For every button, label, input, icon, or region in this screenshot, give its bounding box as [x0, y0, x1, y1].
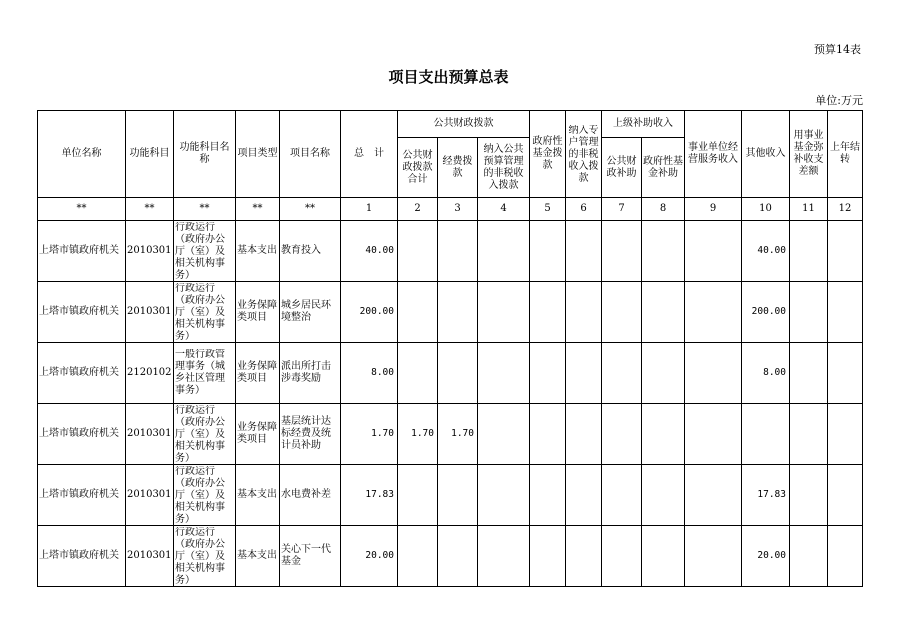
cell-superior-public: [602, 404, 642, 465]
cell-other: 40.00: [742, 221, 790, 282]
cell-func-code: 2120102: [126, 343, 174, 404]
col-fee: 经费拨款: [438, 138, 478, 198]
cell-public-total: [398, 465, 438, 526]
index-cell: **: [38, 198, 126, 221]
cell-public-total: [398, 221, 438, 282]
index-cell: 5: [530, 198, 566, 221]
cell-func-name: [174, 221, 236, 282]
cell-unit-name: 上塔市镇政府机关: [38, 465, 126, 526]
cell-func-code: 2010301: [126, 526, 174, 587]
cell-total: 20.00: [341, 526, 398, 587]
cell-func-name: [174, 404, 236, 465]
cell-func-name-text: 行政运行（政府办公厅（室）及相关机构事务）: [175, 222, 225, 280]
cell-func-name-text: 行政运行（政府办公厅（室）及相关机构事务）: [175, 466, 225, 524]
cell-func-code: 2010301: [126, 282, 174, 343]
cell-project-type: 基本支出: [236, 221, 280, 282]
table-row: [38, 404, 863, 465]
cell-business: [685, 343, 742, 404]
index-cell: **: [280, 198, 341, 221]
table-row: [38, 465, 863, 526]
cell-unit-name: 上塔市镇政府机关: [38, 526, 126, 587]
cell-other: [742, 404, 790, 465]
cell-gov-fund: [530, 526, 566, 587]
cell-func-name: [174, 282, 236, 343]
cell-balance: [790, 404, 828, 465]
cell-special-non-tax: [566, 221, 602, 282]
cell-other: 200.00: [742, 282, 790, 343]
col-func-name: 功能科目名称: [174, 111, 236, 198]
col-func-code: 功能科目: [126, 111, 174, 198]
col-superior-group: 上级补助收入: [602, 111, 685, 138]
cell-project-name: 基层统计达标经费及统计员补助: [280, 404, 341, 465]
cell-project-name: 关心下一代基金: [280, 526, 341, 587]
cell-other: 17.83: [742, 465, 790, 526]
col-project-type: 项目类型: [236, 111, 280, 198]
cell-total: 17.83: [341, 465, 398, 526]
col-superior-fund: 政府性基金补助: [642, 138, 685, 198]
cell-public-total: 1.70: [398, 404, 438, 465]
index-cell: 2: [398, 198, 438, 221]
col-total: 总 计: [341, 111, 398, 198]
index-row: [38, 198, 863, 221]
unit-label: 单位:万元: [815, 94, 863, 107]
cell-carryover: [828, 526, 863, 587]
cell-total: 1.70: [341, 404, 398, 465]
cell-project-name: 水电费补差: [280, 465, 341, 526]
index-cell: 10: [742, 198, 790, 221]
cell-func-code: 2010301: [126, 465, 174, 526]
index-cell: 11: [790, 198, 828, 221]
cell-unit-name: 上塔市镇政府机关: [38, 221, 126, 282]
cell-public-total: [398, 282, 438, 343]
cell-public-total: [398, 343, 438, 404]
cell-balance: [790, 343, 828, 404]
col-non-tax: 纳入公共预算管理的非税收入拨款: [478, 138, 530, 198]
cell-superior-fund: [642, 221, 685, 282]
cell-project-type: 基本支出: [236, 465, 280, 526]
cell-non-tax: [478, 343, 530, 404]
cell-project-type: 业务保障类项目: [236, 343, 280, 404]
cell-public-total: [398, 526, 438, 587]
cell-fee: [438, 343, 478, 404]
cell-superior-public: [602, 221, 642, 282]
col-special-non-tax-text: 纳入专户管理的非税收入拨款: [568, 125, 599, 183]
cell-unit-name: 上塔市镇政府机关: [38, 282, 126, 343]
cell-func-name-text: 行政运行（政府办公厅（室）及相关机构事务）: [175, 405, 225, 463]
cell-business: [685, 526, 742, 587]
cell-other: 8.00: [742, 343, 790, 404]
cell-func-name-text: 行政运行（政府办公厅（室）及相关机构事务）: [175, 527, 225, 585]
col-business: 事业单位经营服务收入: [685, 111, 742, 198]
cell-func-code: 2010301: [126, 221, 174, 282]
cell-superior-fund: [642, 282, 685, 343]
col-balance: 用事业基金弥补收支差额: [790, 111, 828, 198]
col-gov-fund: 政府性基金拨款: [530, 111, 566, 198]
table-row: [38, 526, 863, 587]
header-row-1: [38, 111, 863, 138]
cell-balance: [790, 526, 828, 587]
cell-superior-fund: [642, 526, 685, 587]
cell-carryover: [828, 221, 863, 282]
cell-other: 20.00: [742, 526, 790, 587]
cell-fee: [438, 282, 478, 343]
cell-func-code: 2010301: [126, 404, 174, 465]
cell-special-non-tax: [566, 404, 602, 465]
cell-gov-fund: [530, 343, 566, 404]
cell-non-tax: [478, 221, 530, 282]
cell-non-tax: [478, 404, 530, 465]
col-carryover: 上年结转: [828, 111, 863, 198]
cell-non-tax: [478, 465, 530, 526]
cell-func-name: [174, 343, 236, 404]
cell-total: 40.00: [341, 221, 398, 282]
index-cell: **: [126, 198, 174, 221]
cell-special-non-tax: [566, 282, 602, 343]
cell-func-name-text: 一般行政管理事务（城乡社区管理事务）: [175, 349, 225, 396]
index-cell: 3: [438, 198, 478, 221]
cell-func-name: [174, 526, 236, 587]
cell-special-non-tax: [566, 343, 602, 404]
col-unit-name: 单位名称: [38, 111, 126, 198]
cell-superior-public: [602, 282, 642, 343]
col-public-group: 公共财政拨款: [398, 111, 530, 138]
cell-gov-fund: [530, 221, 566, 282]
cell-balance: [790, 465, 828, 526]
cell-total: 8.00: [341, 343, 398, 404]
col-public-sub-total: 公共财政拨款合计: [398, 138, 438, 198]
cell-project-name: 教育投入: [280, 221, 341, 282]
index-cell: 12: [828, 198, 863, 221]
cell-fee: [438, 526, 478, 587]
cell-special-non-tax: [566, 465, 602, 526]
index-cell: 8: [642, 198, 685, 221]
index-cell: 9: [685, 198, 742, 221]
index-cell: **: [174, 198, 236, 221]
cell-business: [685, 465, 742, 526]
cell-carryover: [828, 465, 863, 526]
cell-project-name: 城乡居民环境整治: [280, 282, 341, 343]
cell-superior-public: [602, 465, 642, 526]
cell-fee: 1.70: [438, 404, 478, 465]
table-row: [38, 221, 863, 282]
cell-fee: [438, 465, 478, 526]
cell-superior-fund: [642, 404, 685, 465]
cell-total: 200.00: [341, 282, 398, 343]
cell-business: [685, 282, 742, 343]
cell-func-name-text: 行政运行（政府办公厅（室）及相关机构事务）: [175, 283, 225, 341]
cell-balance: [790, 221, 828, 282]
cell-project-type: 业务保障类项目: [236, 404, 280, 465]
index-cell: 7: [602, 198, 642, 221]
cell-unit-name: 上塔市镇政府机关: [38, 343, 126, 404]
form-number: 预算14表: [814, 43, 861, 56]
col-project-name: 项目名称: [280, 111, 341, 198]
cell-gov-fund: [530, 465, 566, 526]
cell-func-name: [174, 465, 236, 526]
cell-gov-fund: [530, 282, 566, 343]
cell-project-type: 业务保障类项目: [236, 282, 280, 343]
cell-non-tax: [478, 282, 530, 343]
index-cell: 4: [478, 198, 530, 221]
col-other: 其他收入: [742, 111, 790, 198]
cell-carryover: [828, 404, 863, 465]
cell-balance: [790, 282, 828, 343]
cell-gov-fund: [530, 404, 566, 465]
cell-superior-public: [602, 526, 642, 587]
budget-table: [37, 110, 863, 587]
cell-project-name: 派出所打击涉毒奖励: [280, 343, 341, 404]
cell-superior-fund: [642, 343, 685, 404]
table-row: [38, 343, 863, 404]
index-cell: **: [236, 198, 280, 221]
page-title: 项目支出预算总表: [388, 68, 509, 86]
cell-superior-fund: [642, 465, 685, 526]
cell-business: [685, 404, 742, 465]
cell-special-non-tax: [566, 526, 602, 587]
cell-non-tax: [478, 526, 530, 587]
index-cell: 6: [566, 198, 602, 221]
cell-carryover: [828, 282, 863, 343]
index-cell: 1: [341, 198, 398, 221]
cell-carryover: [828, 343, 863, 404]
col-superior-public: 公共财政补助: [602, 138, 642, 198]
cell-unit-name: 上塔市镇政府机关: [38, 404, 126, 465]
cell-business: [685, 221, 742, 282]
col-special-non-tax: [566, 111, 602, 198]
cell-project-type: 基本支出: [236, 526, 280, 587]
table-row: [38, 282, 863, 343]
cell-fee: [438, 221, 478, 282]
cell-superior-public: [602, 343, 642, 404]
